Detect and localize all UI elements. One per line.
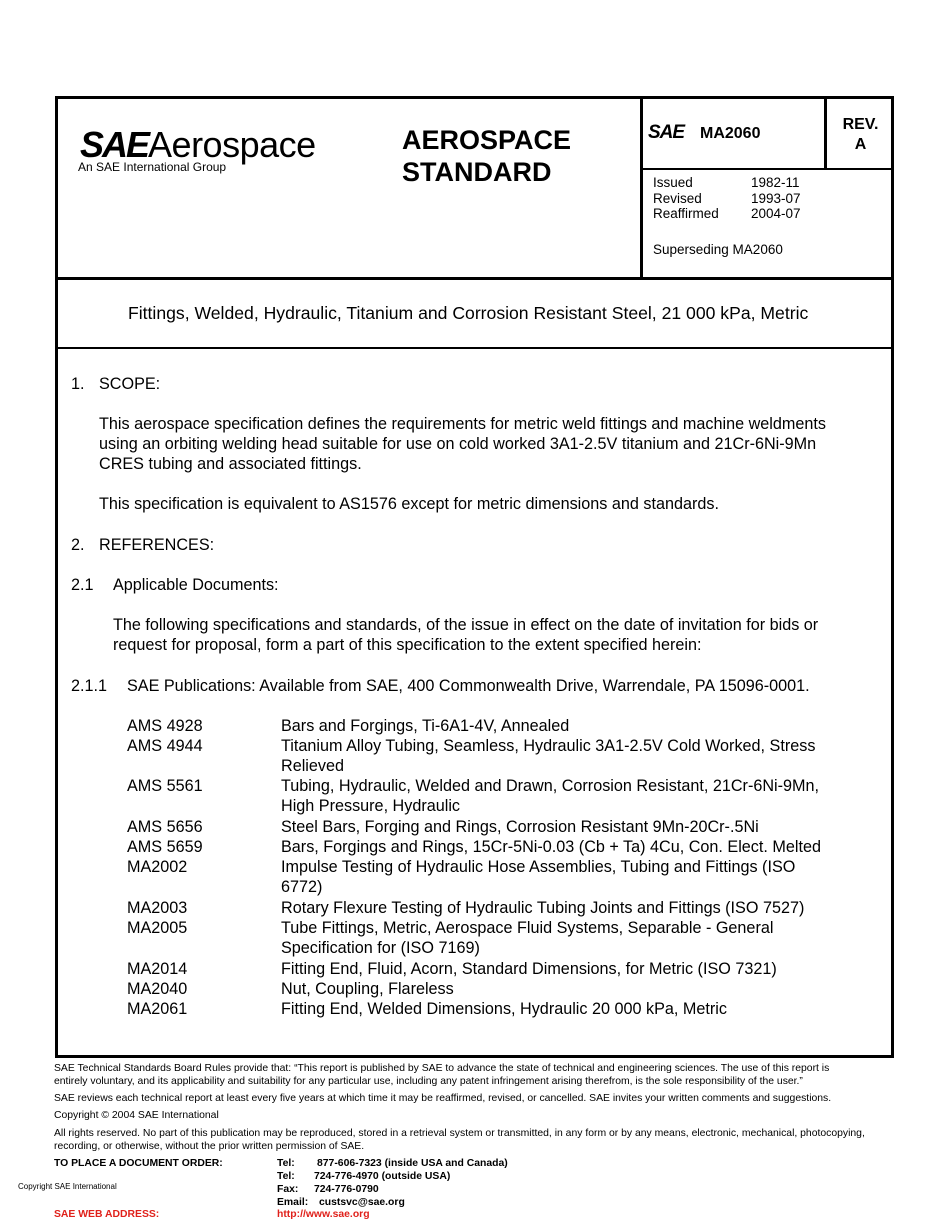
reference-description: Fitting End, Welded Dimensions, Hydraulic 20 000 kPa, Metric xyxy=(281,1000,727,1018)
reference-description: Rotary Flexure Testing of Hydraulic Tubing Joints and Fittings (ISO 7527) xyxy=(281,899,805,917)
reference-code: AMS 5561 xyxy=(127,777,203,795)
header-bottom-rule xyxy=(55,277,894,280)
reference-row xyxy=(127,736,857,776)
document-title: Fittings, Welded, Hydraulic, Titanium and Corrosion Resistant Steel, 21 000 kPa, Metric xyxy=(128,303,809,323)
reference-row xyxy=(127,959,857,979)
web-address-link[interactable]: http://www.sae.org xyxy=(277,1209,370,1220)
doc-type-line2: STANDARD xyxy=(402,157,552,187)
contact-row: Email: custsvc@sae.org xyxy=(277,1197,405,1208)
reference-description: Titanium Alloy Tubing, Seamless, Hydraulic 3A1-2.5V Cold Worked, Stress Relieved xyxy=(281,737,816,775)
revision-box xyxy=(827,115,894,155)
sae-small-logo: SAE xyxy=(648,122,685,143)
doc-type xyxy=(402,124,571,188)
reference-description: Nut, Coupling, Flareless xyxy=(281,980,454,998)
header-divider-vertical xyxy=(640,96,643,280)
contact-list xyxy=(277,1158,577,1210)
reference-description: Tube Fittings, Metric, Aerospace Fluid Systems, Separable - General Specification for (ISO 7169) xyxy=(281,919,774,957)
reference-row xyxy=(127,776,857,816)
reference-code: MA2014 xyxy=(127,960,188,978)
reference-description: Bars, Forgings and Rings, 15Cr-5Ni-0.03 (Cb + Ta) 4Cu, Con. Elect. Melted xyxy=(281,838,821,856)
reference-description: Impulse Testing of Hydraulic Hose Assemblies, Tubing and Fittings (ISO 6772) xyxy=(281,858,796,896)
contact-row: Fax: 724-776-0790 xyxy=(277,1184,379,1195)
section-1-number: 1. xyxy=(71,375,85,393)
footer-review: SAE reviews each technical report at least every five years at which time it may be reaffirmed, revised, or cancelled. SAE invites your written comments and suggestions. xyxy=(54,1093,832,1104)
doc-type-line1: AEROSPACE xyxy=(402,125,572,155)
reference-code: MA2002 xyxy=(127,858,188,876)
reference-description: Fitting End, Fluid, Acorn, Standard Dimensions, for Metric (ISO 7321) xyxy=(281,960,777,978)
section-2-number: 2. xyxy=(71,536,85,554)
dates-table xyxy=(653,175,813,222)
reference-row xyxy=(127,979,857,999)
reference-code: MA2040 xyxy=(127,980,188,998)
applicable-documents-paragraph: The following specifications and standards, of the issue in effect on the date of invitation for bids or request for proposal, form a part of this specification to the extent specified herein: xyxy=(113,616,819,654)
section-2-1-1-text: SAE Publications: Available from SAE, 400 Commonwealth Drive, Warrendale, PA 15096-0001. xyxy=(127,677,810,695)
reference-code: MA2003 xyxy=(127,899,188,917)
reference-row xyxy=(127,898,857,918)
reference-row xyxy=(127,716,857,736)
reference-row xyxy=(127,817,857,837)
rev-divider-horizontal xyxy=(640,168,894,170)
reference-code: MA2005 xyxy=(127,919,188,937)
section-2-1-number: 2.1 xyxy=(71,576,94,594)
doc-number: MA2060 xyxy=(700,125,761,142)
reference-code: AMS 5659 xyxy=(127,838,203,856)
reference-row xyxy=(127,918,857,958)
footer-copyright: Copyright © 2004 SAE International xyxy=(54,1110,219,1121)
section-2-1-title: Applicable Documents: xyxy=(113,576,279,594)
footer-rules: SAE Technical Standards Board Rules provide that: “This report is published by SAE to advance the state of technical and engineering sciences. The use of this report is entirely voluntary, and its applicability and suitability for any particular use, including any patent infringement arising therefrom, is the sole responsibility of the user.” xyxy=(54,1063,830,1087)
date-row-revised: Revised 1993-07 xyxy=(653,190,801,206)
rev-label: REV. xyxy=(842,116,879,133)
section-2-title: REFERENCES: xyxy=(99,536,215,554)
scope-paragraph-1: This aerospace specification defines the requirements for metric weld fittings and machine weldments using an orbiting welding head suitable for use on cold worked 3A1-2.5V titanium and 21Cr-6Ni-9Mn CRES tubing and associated fittings. xyxy=(99,415,826,473)
section-1-title: SCOPE: xyxy=(99,375,161,393)
reference-row xyxy=(127,837,857,857)
side-copyright: Copyright SAE International xyxy=(18,1182,117,1191)
reference-code: MA2061 xyxy=(127,1000,188,1018)
title-bottom-rule xyxy=(55,347,894,349)
reference-row xyxy=(127,999,857,1019)
logo-brand: SAE xyxy=(80,124,149,165)
date-row-issued: Issued 1982-11 xyxy=(653,175,800,190)
rev-value: A xyxy=(854,136,867,153)
reference-code: AMS 4928 xyxy=(127,717,203,735)
logo-tagline: An SAE International Group xyxy=(78,160,227,174)
sae-aerospace-logo xyxy=(80,124,316,164)
web-address-label: SAE WEB ADDRESS: xyxy=(54,1209,160,1220)
superseding-note: Superseding MA2060 xyxy=(653,242,783,257)
contact-row: Tel: 724-776-4970 (outside USA) xyxy=(277,1171,451,1182)
order-label: TO PLACE A DOCUMENT ORDER: xyxy=(54,1158,223,1169)
date-row-reaffirmed: Reaffirmed 2004-07 xyxy=(653,206,801,221)
scope-paragraph-2: This specification is equivalent to AS1576 except for metric dimensions and standards. xyxy=(99,495,719,513)
reference-description: Tubing, Hydraulic, Welded and Drawn, Corrosion Resistant, 21Cr-6Ni-9Mn, High Pressure, Hydraulic xyxy=(281,777,820,815)
contact-row: Tel: 877-606-7323 (inside USA and Canada) xyxy=(277,1158,508,1169)
reference-description: Bars and Forgings, Ti-6A1-4V, Annealed xyxy=(281,717,570,735)
reference-row xyxy=(127,857,857,897)
section-2-1-1-number: 2.1.1 xyxy=(71,677,108,695)
reference-code: AMS 5656 xyxy=(127,818,203,836)
reference-description: Steel Bars, Forging and Rings, Corrosion Resistant 9Mn-20Cr-.5Ni xyxy=(281,818,759,836)
logo-word: Aerospace xyxy=(148,124,316,165)
reference-code: AMS 4944 xyxy=(127,737,203,755)
footer-rights: All rights reserved. No part of this publication may be reproduced, stored in a retrieval system or transmitted, in any form or by any means, electronic, mechanical, photocopying, recording, or otherwise, without the prior written permission of SAE. xyxy=(54,1128,865,1152)
